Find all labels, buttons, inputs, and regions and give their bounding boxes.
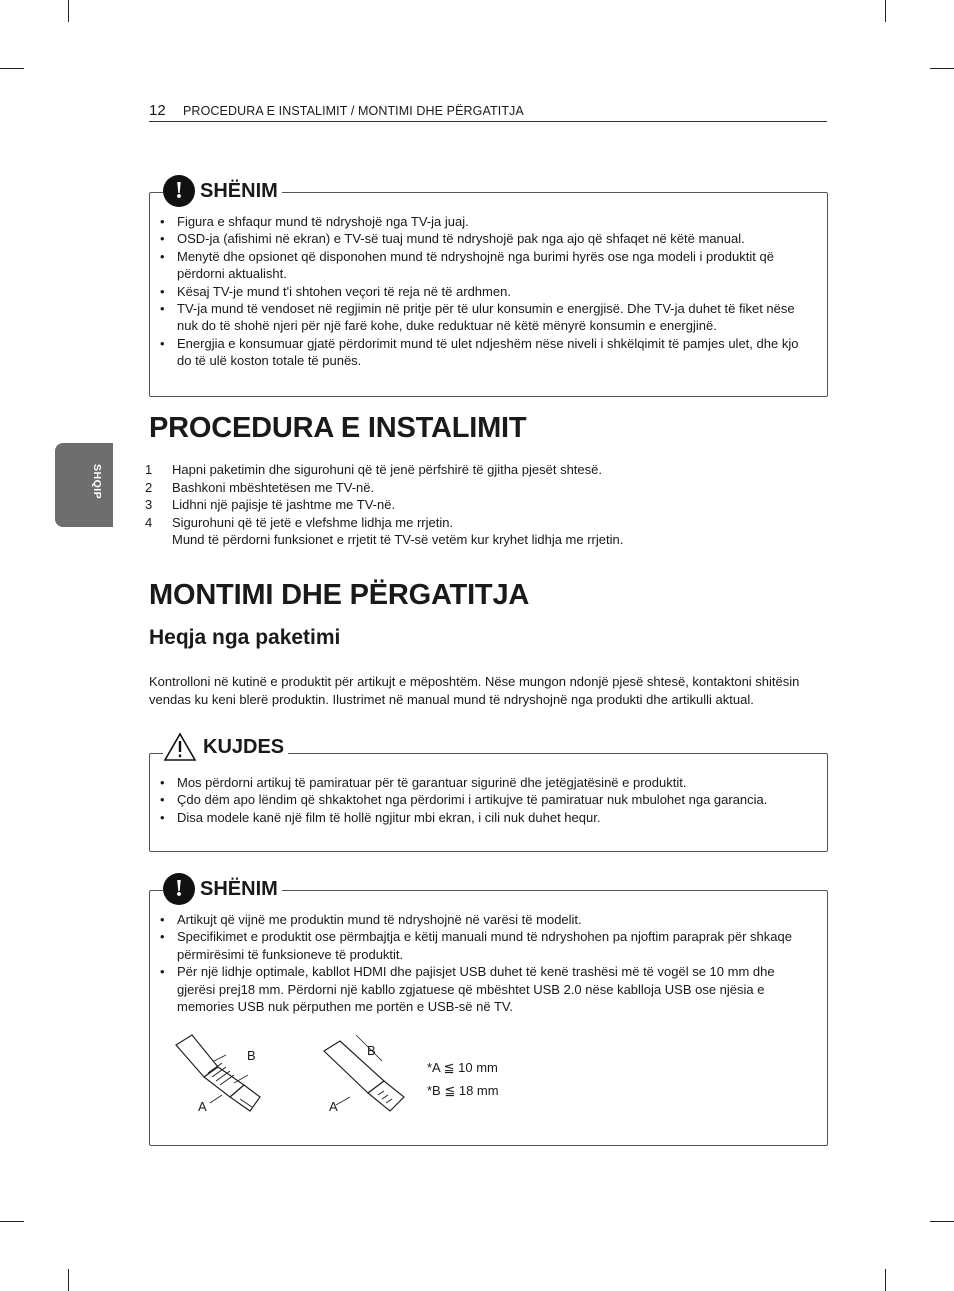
list-item: • Disa modele kanë një film të hollë ngjitur mbi ekran, i cili nuk duhet hequr. xyxy=(160,809,813,826)
list-item: • Artikujt që vijnë me produktin mund të ndryshojnë në varësi të modelit. xyxy=(160,911,813,928)
note-box xyxy=(149,177,828,397)
crop-mark xyxy=(885,1269,886,1291)
unpacking-heading: Heqja nga paketimi xyxy=(149,626,341,649)
usb-label-a: A xyxy=(329,1099,338,1114)
unpacking-paragraph: Kontrolloni në kutinë e produktit për artikujt e mëposhtëm. Nëse mungon ndonjë pjesë shtesë, kontaktoni shitësin vendas ku keni blerë produktin. Ilustrimet në manual mund të ndryshojnë nga produkti dhe artikulli aktual. xyxy=(149,674,800,707)
spec-a: *A ≦ 10 mm xyxy=(427,1060,498,1075)
step-item: 3 Lidhni një pajisje të jashtme me TV-në. xyxy=(145,497,396,513)
usb-label-b: B xyxy=(367,1043,376,1058)
crop-mark xyxy=(885,0,886,22)
hdmi-cable-illustration xyxy=(174,1031,294,1121)
step-item: 1 Hapni paketimin dhe sigurohuni që të jenë përfshirë të gjitha pjesët shtesë. xyxy=(145,462,602,477)
list-item: • Specifikimet e produktit ose përmbajtja e këtij manuali mund të ndryshohen pa njoftim paraprak për shkaqe përmirësimi të funksioneve të produktit. xyxy=(160,928,813,963)
exclamation-icon: ! xyxy=(163,873,195,905)
spec-b: *B ≦ 18 mm xyxy=(427,1083,499,1098)
page-number: 12 xyxy=(149,102,166,119)
note-label xyxy=(163,873,282,905)
crop-mark xyxy=(930,68,954,69)
list-item: • Mos përdorni artikuj të pamiratuar për të garantuar sigurinë dhe jetëgjatësinë e produktit. xyxy=(160,774,813,791)
list-item: • OSD-ja (afishimi në ekran) e TV-së tuaj mund të ndryshojë pak nga ajo që shfaqet në këtë manual. xyxy=(160,230,813,247)
hdmi-label-b: B xyxy=(247,1048,256,1063)
step-item: 2 Bashkoni mbështetësen me TV-në. xyxy=(145,479,375,495)
crop-mark xyxy=(68,1269,69,1291)
step-item: 4 Sigurohuni që të jetë e vlefshme lidhja me rrjetin. Mund të përdorni funksionet e rrjetit të TV-së vetëm kur kryhet lidhja me rrjetin. xyxy=(145,514,624,548)
note-list xyxy=(160,213,813,370)
note-label xyxy=(163,175,282,207)
crop-mark xyxy=(0,68,24,69)
procedure-steps xyxy=(145,461,785,549)
note-list xyxy=(160,911,813,1015)
caution-label xyxy=(163,732,288,762)
list-item: • Menytë dhe opsionet që disponohen mund të ndryshojnë nga burimi hyrës ose nga modeli i produktit që përdorni aktualisht. xyxy=(160,248,813,283)
caution-box xyxy=(149,735,828,852)
language-tab xyxy=(55,443,113,527)
procedure-heading: PROCEDURA E INSTALIMIT xyxy=(149,412,527,444)
page-header xyxy=(149,101,827,122)
note-title: SHËNIM xyxy=(200,179,278,202)
note-box xyxy=(149,875,828,1146)
assembly-heading: MONTIMI DHE PËRGATITJA xyxy=(149,579,530,611)
list-item: • Energjia e konsumuar gjatë përdorimit mund të ulet ndjeshëm nëse niveli i shkëlqimit të pamjes ulet, dhe kjo do të ulë koston totale të punës. xyxy=(160,335,813,370)
crop-mark xyxy=(68,0,69,22)
caution-title: KUJDES xyxy=(203,735,285,758)
header-title: PROCEDURA E INSTALIMIT / MONTIMI DHE PËRGATITJA xyxy=(183,104,524,118)
language-tab-label: SHQIP xyxy=(91,464,103,500)
list-item: • Kësaj TV-je mund t'i shtohen veçori të reja në të ardhmen. xyxy=(160,283,813,300)
caution-list xyxy=(160,774,813,826)
list-item: • TV-ja mund të vendoset në regjimin në pritje për të ulur konsumin e energjisë. Dhe TV-ja duhet të fiket nëse nuk do të shohë njeri për një farë kohe, duke reduktuar në këtë mënyrë konsumin e energjinë. xyxy=(160,300,813,335)
step-note: Mund të përdorni funksionet e rrjetit të TV-së vetëm kur kryhet lidhja me rrjetin. xyxy=(172,532,624,548)
hdmi-label-a: A xyxy=(198,1099,207,1114)
exclamation-icon: ! xyxy=(163,175,195,207)
list-item: • Çdo dëm apo lëndim që shkaktohet nga përdorimi i artikujve të pamiratuar nuk mbulohet nga garancia. xyxy=(160,791,813,808)
crop-mark xyxy=(0,1221,24,1222)
list-item: • Figura e shfaqur mund të ndryshojë nga TV-ja juaj. xyxy=(160,213,813,230)
crop-mark xyxy=(930,1221,954,1222)
list-item: • Për një lidhje optimale, kabllot HDMI dhe pajisjet USB duhet të kenë trashësi më të vogël se 10 mm dhe gjerësi prej18 mm. Përdorni një kabllo zgjatuese që mbështet USB 2.0 nëse kabllоja USB ose njësia e memories USB nuk përputhen me portën e USB-së në TV. xyxy=(160,963,813,1015)
warning-icon xyxy=(163,732,197,762)
note-title: SHËNIM xyxy=(200,877,278,900)
